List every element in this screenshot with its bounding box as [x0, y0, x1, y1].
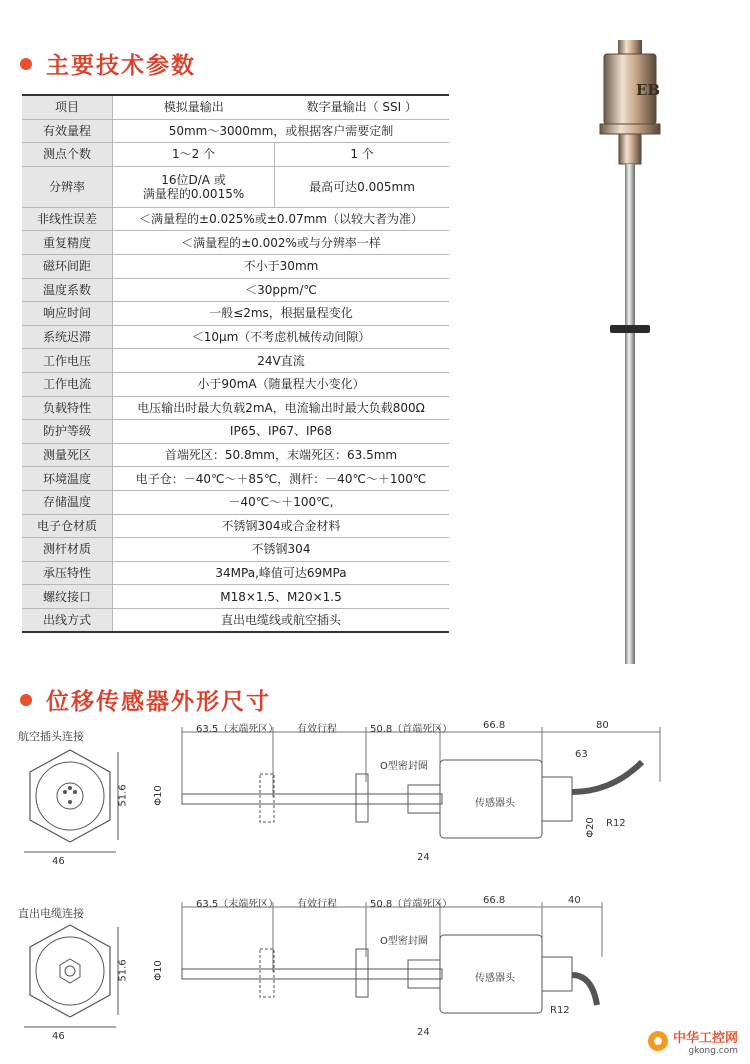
table-row [22, 231, 449, 255]
drawing1-width-dim: 46 [52, 856, 65, 867]
spec-table [22, 94, 449, 633]
drawing2-head-label: 传感器头 [475, 973, 515, 984]
watermark-name: 中华工控网 [672, 1030, 738, 1046]
row-value: 不锈钢304或合金材料 [113, 514, 450, 538]
table-row [22, 119, 449, 143]
table-row [22, 278, 449, 302]
table-header-row [22, 95, 449, 119]
drawing1-seal-label: O型密封圈 [380, 761, 428, 772]
row-value: ＜满量程的±0.025%或±0.07mm（以较大者为准） [113, 207, 450, 231]
drawing1-head-dead: 50.8（首端死区） [370, 724, 453, 735]
drawing1-head-label: 传感器头 [475, 798, 515, 809]
drawing1-total-right: 80 [596, 720, 609, 731]
row-value: 首端死区：50.8mm，末端死区：63.5mm [113, 443, 450, 467]
row-value: 不锈钢304 [113, 538, 450, 562]
row-label: 温度系数 [22, 278, 113, 302]
table-row [22, 396, 449, 420]
section-title-text: 主要技术参数 [46, 53, 196, 79]
row-label: 分辨率 [22, 166, 113, 207]
table-row [22, 490, 449, 514]
drawing2-thread-dim: 24 [417, 1027, 430, 1038]
drawing1-front-view [170, 722, 670, 872]
row-label: 工作电流 [22, 372, 113, 396]
table-row [22, 349, 449, 373]
row-label: 环境温度 [22, 467, 113, 491]
section-title-specs [20, 47, 196, 80]
gear-icon [643, 1026, 673, 1056]
row-value: ＜满量程的±0.002%或与分辨率一样 [113, 231, 450, 255]
drawing1-radius: R12 [606, 818, 626, 829]
table-row [22, 608, 449, 632]
table-row [22, 538, 449, 562]
drawing1-thread-dim: 24 [417, 852, 430, 863]
row-label: 系统迟滞 [22, 325, 113, 349]
section-title-dimensions [20, 683, 271, 716]
table-row [22, 254, 449, 278]
table-row [22, 302, 449, 326]
drawing2-width-dim: 46 [52, 1031, 65, 1042]
header-analog: 模拟量输出 [113, 95, 275, 119]
drawing2-total-right: 40 [568, 895, 581, 906]
table-row [22, 561, 449, 585]
table-row [22, 420, 449, 444]
bullet-dot-icon [20, 694, 32, 706]
table-row [22, 467, 449, 491]
row-label: 非线性误差 [22, 207, 113, 231]
row-value: －40℃～＋100℃, [113, 490, 450, 514]
row-value: 电子仓：－40℃～＋85℃，测杆：－40℃～＋100℃ [113, 467, 450, 491]
drawing2-end-dead: 63.5（末端死区） [196, 899, 279, 910]
table-row [22, 143, 449, 167]
table-row [22, 325, 449, 349]
row-label: 负载特性 [22, 396, 113, 420]
thread-section [619, 134, 641, 164]
section-title-text: 位移传感器外形尺寸 [46, 689, 271, 715]
drawing1-height-dim: 51.6 [117, 784, 129, 807]
row-value: ＜30ppm/℃ [113, 278, 450, 302]
drawing1-connector-dim: 63 [575, 749, 588, 760]
connector-cap [618, 40, 642, 54]
row-label: 电子仓材质 [22, 514, 113, 538]
row-value: 34MPa,峰值可达69MPa [113, 561, 450, 585]
row-analog [113, 166, 275, 207]
row-label: 存储温度 [22, 490, 113, 514]
drawing1-effective: 有效行程 [297, 724, 337, 735]
drawing2-rod-dia: Φ10 [152, 960, 164, 981]
drawing1-end-dead: 63.5（末端死区） [196, 724, 279, 735]
row-label: 承压特性 [22, 561, 113, 585]
table-row [22, 585, 449, 609]
drawing2-side-view [10, 915, 130, 1045]
row-label: 工作电压 [22, 349, 113, 373]
row-value: 50mm～3000mm，或根据客户需要定制 [113, 119, 450, 143]
drawing2-seal-label: O型密封圈 [380, 936, 428, 947]
row-value: 一般≤2ms，根据量程变化 [113, 302, 450, 326]
housing-flange [600, 124, 660, 134]
watermark-url: gkong.com [688, 1045, 738, 1056]
row-analog-line1: 16位D/A 或 [161, 172, 226, 187]
drawing2-radius: R12 [550, 1005, 570, 1016]
drawing2-height-dim: 51.6 [117, 959, 129, 982]
row-analog-line2: 满量程的0.0015% [142, 186, 245, 201]
row-label: 磁环间距 [22, 254, 113, 278]
row-value: 电压输出时最大负载2mA，电流输出时最大负载800Ω [113, 396, 450, 420]
drawing2-caption: 直出电缆连接 [18, 907, 84, 920]
row-label: 重复精度 [22, 231, 113, 255]
row-value: 24V直流 [113, 349, 450, 373]
drawing2-effective: 有效行程 [297, 899, 337, 910]
row-value: 不小于30mm [113, 254, 450, 278]
table-row [22, 207, 449, 231]
drawing1-conn-dia: Φ20 [584, 817, 596, 838]
row-analog: 1～2 个 [113, 143, 275, 167]
drawing1-caption: 航空插头连接 [18, 730, 84, 743]
row-label: 测杆材质 [22, 538, 113, 562]
drawing2-head-dead: 50.8（首端死区） [370, 899, 453, 910]
bullet-dot-icon [20, 58, 32, 70]
row-label: 响应时间 [22, 302, 113, 326]
row-value: 小于90mA（随量程大小变化） [113, 372, 450, 396]
drawing1-head-len: 66.8 [483, 720, 506, 731]
sensor-logo: EB [636, 81, 661, 99]
drawing2-head-len: 66.8 [483, 895, 506, 906]
row-value: ＜10μm（不考虑机械传动间隙） [113, 325, 450, 349]
row-digital: 1 个 [275, 143, 449, 167]
row-value: IP65、IP67、IP68 [113, 420, 450, 444]
header-digital: 数字量输出（ SSI ） [275, 95, 449, 119]
drawing2-front-view [170, 897, 630, 1047]
header-item: 项目 [22, 95, 113, 119]
row-value: M18×1.5、M20×1.5 [113, 585, 450, 609]
magnet-ring [610, 325, 650, 333]
sensor-rod [625, 164, 635, 664]
drawing1-rod-dia: Φ10 [152, 785, 164, 806]
row-label: 防护等级 [22, 420, 113, 444]
row-label: 测点个数 [22, 143, 113, 167]
row-label: 测量死区 [22, 443, 113, 467]
table-row [22, 166, 449, 207]
row-label: 有效量程 [22, 119, 113, 143]
row-label: 螺纹接口 [22, 585, 113, 609]
sensor-product-image [590, 35, 670, 670]
row-label: 出线方式 [22, 608, 113, 632]
row-digital: 最高可达0.005mm [275, 166, 449, 207]
drawing1-side-view [10, 740, 130, 870]
table-row [22, 514, 449, 538]
row-value: 直出电缆线或航空插头 [113, 608, 450, 632]
table-row [22, 372, 449, 396]
watermark [643, 1026, 738, 1056]
table-row [22, 443, 449, 467]
